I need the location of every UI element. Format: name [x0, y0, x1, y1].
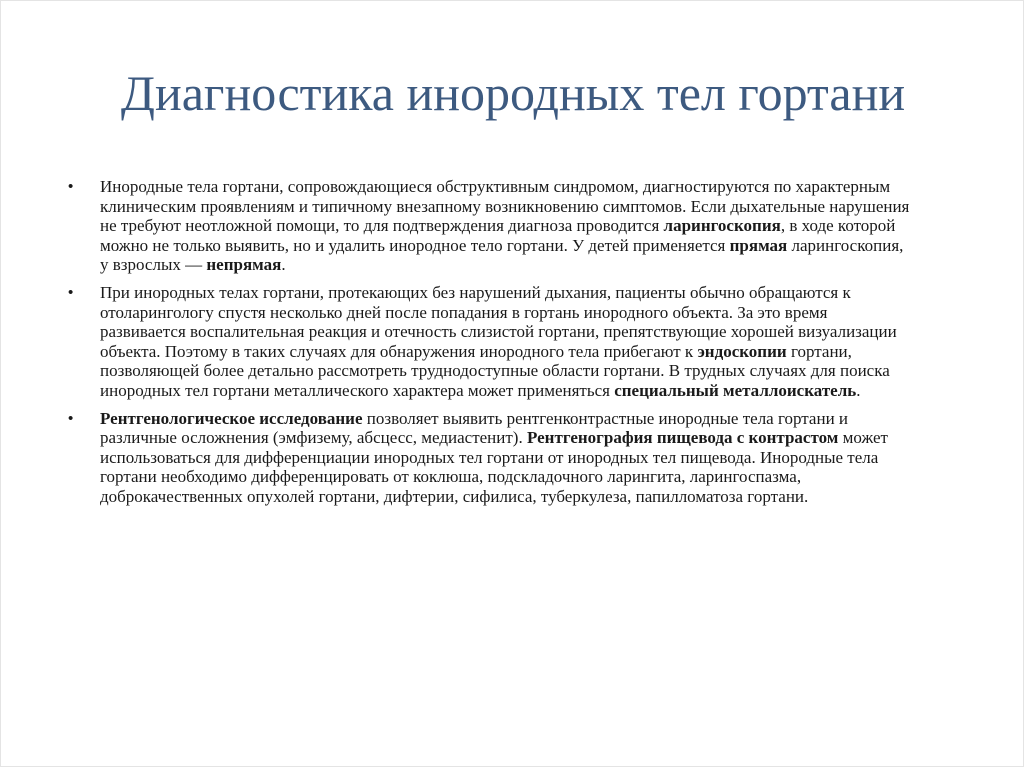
paragraph-2	[68, 282, 911, 401]
text-span: ларингоскопия, у взрослых —	[100, 235, 904, 275]
text-span: .	[856, 380, 861, 400]
paragraph-1	[68, 177, 911, 275]
bold-term-indirect: непрямая	[206, 255, 282, 275]
slide-title: Диагностика инородных тел гортани	[120, 65, 906, 121]
bold-term-xray-study: Рентгенологическое исследование	[100, 408, 363, 428]
text-span: .	[281, 255, 286, 275]
text-span: может использоваться для дифференциации инородных тел гортани от инородных тел пищевода. Инородные тела гортани необходимо дифференцировать от коклюша, подскладочного ларингита, ларингоспазма, доброкачественных опухолей гортани, дифтерии, сифилиса, туберкулеза, папилломатоза гортани.	[100, 428, 888, 506]
bold-term-esophagus-xray: Рентгенография пищевода с контрастом	[526, 428, 839, 448]
bold-term-direct: прямая	[729, 235, 788, 255]
bold-term-endoscopy: эндоскопии	[697, 341, 787, 361]
text-span: Инородные тела гортани, сопровождающиеся обструктивным синдромом, диагностируются по характерным клиническим проявлениям и типичному внезапному возникновению симптомов. Если дыхательные нарушения не требуют неотложной помощи, то для подтверждения диагноза проводится	[100, 177, 910, 236]
text-span: гортани, позволяющей более детально рассмотреть труднодоступные области гортани. В трудных случаях для поиска инородных тел гортани металлического характера может применяться	[100, 341, 890, 400]
bullet-icon: •	[68, 283, 74, 301]
bold-term-metal-detector: специальный металлоискатель	[614, 380, 857, 400]
text-span: , в ходе которой можно не только выявить, но и удалить инородное тело гортани. У детей применяется	[100, 216, 896, 255]
text-span: При инородных телах гортани, протекающих без нарушений дыхания, пациенты обычно обращаются к отоларингологу спустя несколько дней после попадания в гортань инородного объекта. За это время развивается воспалительная реакция и отечность слизистой гортани, препятствующие хорошей визуализации объекта. Поэтому в таких случаях для обнаружения инородного тела прибегают к	[100, 282, 897, 361]
bold-term-laryngoscopy: ларингоскопия	[663, 216, 781, 236]
bullet-icon: •	[68, 178, 74, 195]
bullet-icon: •	[68, 409, 74, 427]
paragraph-3	[68, 408, 911, 507]
slide-content	[68, 177, 911, 515]
text-span: позволяет выявить рентгенконтрастные инородные тела гортани и различные осложнения (эмфизему, абсцесс, медиастенит).	[100, 408, 849, 448]
